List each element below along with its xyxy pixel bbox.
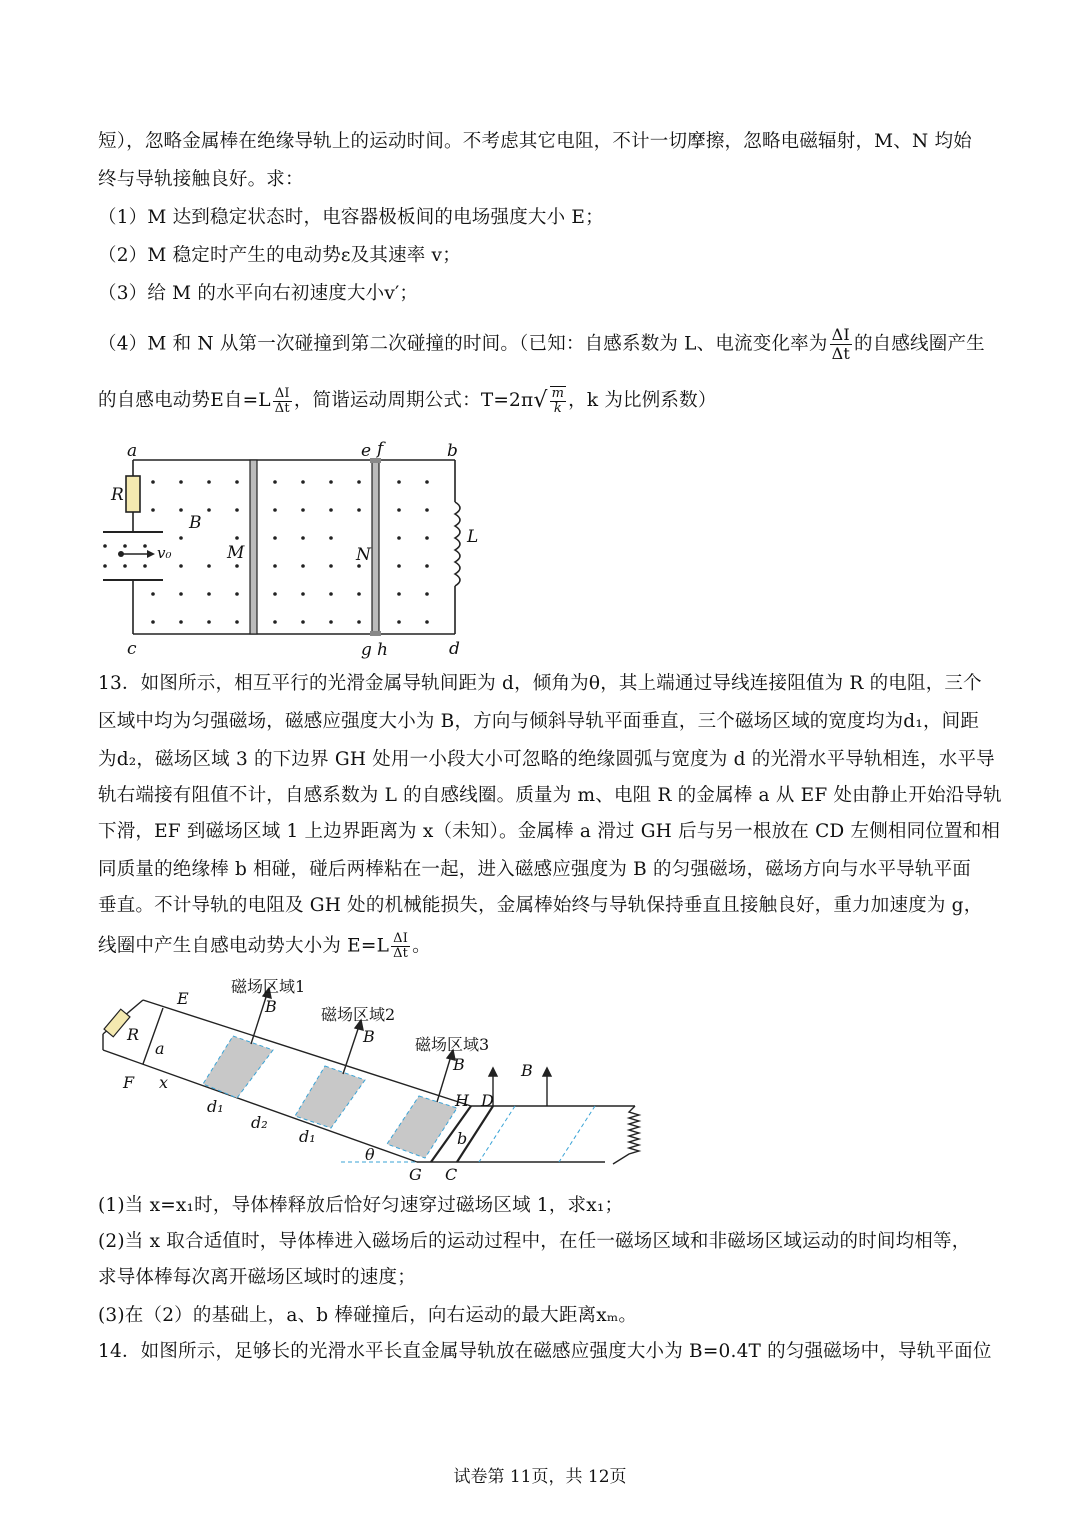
- q13-line3: 为d₂，磁场区域 3 的下边界 GH 处用一小段大小可忽略的绝缘圆弧与宽度为 d 的光滑水平导轨相连，水平导: [98, 749, 995, 770]
- sqrt-fraction: $\frac{m}{k}$: [551, 386, 565, 416]
- region2-label: 磁场区域2: [321, 1005, 396, 1024]
- label-B4: B: [521, 1061, 533, 1080]
- q13-sub2b: 求导体棒每次离开磁场区域时的速度；: [98, 1267, 416, 1288]
- label-d1-b: d₁: [299, 1127, 316, 1146]
- fraction-dI-dt-q13: $\frac{\Delta I}{\Delta t}$: [393, 931, 409, 961]
- label-x: x: [159, 1073, 169, 1092]
- label-G: G: [409, 1165, 422, 1184]
- page-footer: 试卷第 11页，共 12页: [453, 1467, 627, 1487]
- circuit-figure: [95, 436, 495, 661]
- q13-line8: 线圈中产生自感电动势大小为 E=L $\frac{\Delta I}{\Delta t}$ 。: [98, 931, 431, 961]
- rod-M: [250, 460, 257, 634]
- label-C: C: [445, 1165, 458, 1184]
- label-E: E: [177, 989, 189, 1008]
- label-B1: B: [265, 997, 277, 1016]
- label-a2: a: [155, 1039, 165, 1058]
- label-b: b: [447, 441, 458, 461]
- label-g: g: [361, 640, 372, 660]
- label-a: a: [127, 441, 138, 461]
- q12-sub3: （3）给 M 的水平向右初速度大小v′；: [98, 283, 419, 304]
- label-N: N: [356, 545, 371, 565]
- q13-line2: 区域中均为匀强磁场，磁感应强度大小为 B，方向与倾斜导轨平面垂直，三个磁场区域的宽度均为d₁，间距: [98, 711, 980, 732]
- rod-N: [372, 460, 379, 634]
- label-R: R: [111, 485, 124, 505]
- label-e: e: [361, 441, 372, 461]
- region1-label: 磁场区域1: [231, 977, 306, 996]
- q12-line2: 终与导轨接触良好。求：: [98, 169, 304, 190]
- incline-figure: [95, 972, 655, 1187]
- q14-line1: 14．如图所示，足够长的光滑水平长直金属导轨放在磁感应强度大小为 B=0.4T 的匀强磁场中，导轨平面位: [98, 1341, 992, 1362]
- label-R2: R: [127, 1025, 140, 1044]
- label-B2: B: [363, 1027, 375, 1046]
- q13-sub3: (3)在（2）的基础上，a、b 棒碰撞后，向右运动的最大距离xₘ。: [98, 1305, 638, 1326]
- q12-sub1: （1）M 达到稳定状态时，电容器极板间的电场强度大小 E；: [98, 207, 604, 228]
- label-L: L: [467, 527, 479, 547]
- q13-line4: 轨右端接有阻值不计，自感系数为 L 的自感线圈。质量为 m、电阻 R 的金属棒 a 从 EF 处由静止开始沿导轨: [98, 785, 1002, 806]
- q13-line1: 13．如图所示，相互平行的光滑金属导轨间距为 d，倾角为θ，其上端通过导线连接阻值为 R 的电阻，三个: [98, 673, 982, 694]
- sqrt-sign: √: [533, 388, 548, 413]
- fraction-inline: $\frac{\Delta I}{\Delta t}$: [274, 385, 290, 416]
- label-d: d: [449, 639, 460, 659]
- label-d1-a: d₁: [207, 1097, 224, 1116]
- q13-sub2a: (2)当 x 取合适值时，导体棒进入磁场后的运动过程中，在任一磁场区域和非磁场区域运动的时间均相等，: [98, 1231, 971, 1252]
- q12-sub4: （4）M 和 N 从第一次碰撞到第二次碰撞的时间。（已知：自感系数为 L、电流变化率为 $\frac{\Delta I}{\Delta t}$ 的自感线圈产生: [98, 325, 985, 363]
- q12-line1: 短），忽略金属棒在绝缘导轨上的运动时间。不考虑其它电阻，不计一切摩擦，忽略电磁辐射，M、N 均始: [98, 131, 972, 152]
- q13-line7: 垂直。不计导轨的电阻及 GH 处的机械能损失，金属棒始终与导轨保持垂直且接触良好，重力加速度为 g，: [98, 895, 983, 916]
- q12-sub4-line2: 的自感电动势E自=L $\frac{\Delta I}{\Delta t}$ ，简谐运动周期公式：T=2π√ $\frac{m}{k}$ ，k 为比例系数）: [98, 385, 717, 416]
- q13-line5: 下滑，EF 到磁场区域 1 上边界距离为 x（未知）。金属棒 a 滑过 GH 后与另一根放在 CD 左侧相同位置和相: [98, 821, 1001, 842]
- label-F: F: [123, 1073, 135, 1092]
- label-H: H: [455, 1091, 469, 1110]
- field-dots: [103, 480, 429, 624]
- label-c: c: [127, 639, 137, 659]
- label-d2: d₂: [251, 1113, 268, 1132]
- label-h: h: [377, 640, 388, 660]
- q13-line6: 同质量的绝缘棒 b 相碰，碰后两棒粘在一起，进入磁感应强度为 B 的匀强磁场，磁场方向与水平导轨平面: [98, 859, 971, 880]
- label-D: D: [481, 1091, 494, 1110]
- label-v0: v₀: [157, 544, 172, 562]
- label-theta: θ: [365, 1145, 375, 1164]
- q13-sub1: (1)当 x=x₁时，导体棒释放后恰好匀速穿过磁场区域 1，求x₁；: [98, 1195, 624, 1216]
- label-M: M: [227, 543, 245, 563]
- q12-sub2: （2）M 稳定时产生的电动势ε及其速率 v；: [98, 245, 461, 266]
- region3-label: 磁场区域3: [415, 1035, 490, 1054]
- label-B3: B: [453, 1055, 465, 1074]
- label-f: f: [377, 439, 384, 459]
- fraction-dI-dt: $\frac{\Delta I}{\Delta t}$: [831, 325, 850, 363]
- label-B: B: [189, 513, 202, 533]
- label-b2: b: [457, 1129, 468, 1148]
